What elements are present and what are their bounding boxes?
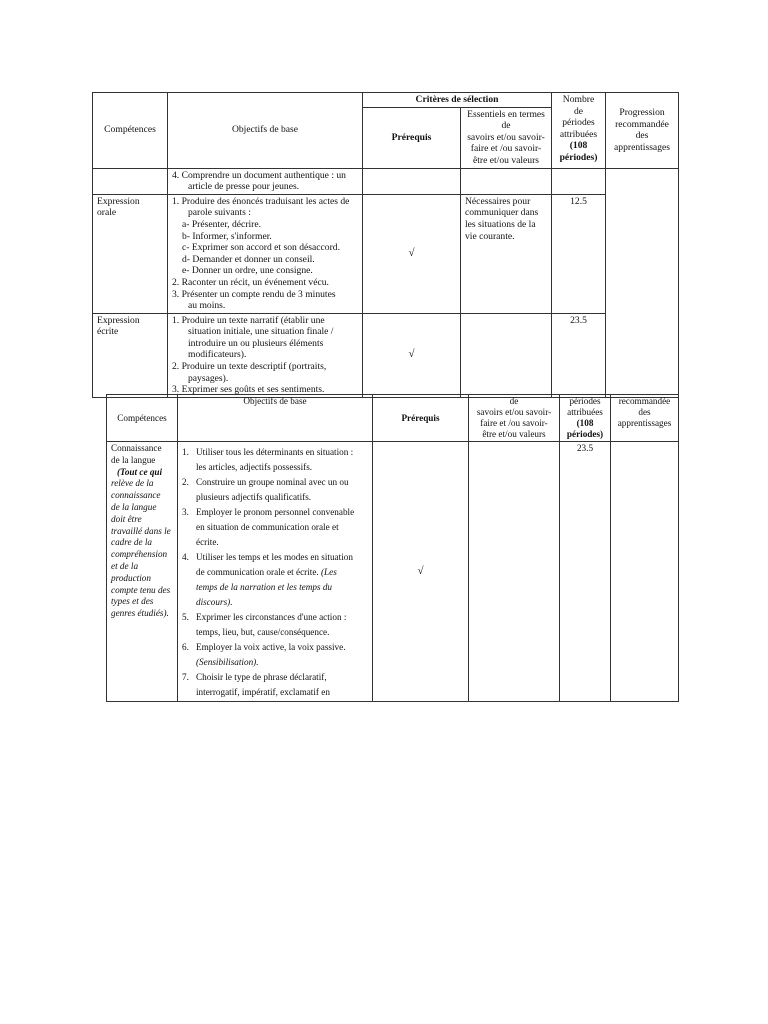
langue-item-5-l2: temps, lieu, but, cause/conséquence. [196,627,330,637]
curriculum-table-1 [92,92,679,398]
oral-essentiels [461,194,552,313]
langue-item-5 [182,610,368,640]
progression-l1: Progression [619,107,665,119]
t2-ess-l2: savoirs et/ou savoir- [476,407,552,417]
oral-l7: e- Donner un ordre, une consigne. [182,265,313,277]
nombre-l5: (108 [569,140,588,152]
langue-item-2-l2: plusieurs adjectifs qualificatifs. [196,492,312,502]
t2-header-row [107,395,679,442]
langue-item-7-l2: interrogatif, impératif, exclamatif en [196,687,330,697]
header-row-1 [93,93,679,108]
ecrite-l6: paysages). [188,372,229,384]
nombre-l4: attribuées [559,128,598,140]
header-criteres: Critères de sélection [363,93,552,108]
langue-item-7 [182,670,368,700]
oral-ess-l4: vie courante. [465,230,515,242]
langue-comp-i12: types et des [111,596,154,607]
oral-l6: d- Demander et donner un conseil. [182,253,315,265]
header-nombre [552,93,606,169]
oral-l10: au moins. [188,300,226,312]
langue-item-3-l1: Employer le pronom personnel convenable [196,507,355,517]
langue-comp-i1: (Tout ce qui [117,466,163,477]
langue-comp-i7: cadre de la [111,537,152,548]
ecrite-l7: 3. Exprimer ses goûts et ses sentiments. [172,384,325,396]
t2-nombre-l4: périodes) [566,429,604,439]
langue-item-6-i1: (Sensibilisation). [196,657,259,667]
ecrite-competence [93,313,168,397]
header-essentiels [461,107,552,168]
nombre-l3: périodes [562,117,595,129]
langue-item-5-num: 5. [182,612,189,622]
langue-item-3 [182,505,368,550]
t2-header-objectifs: Objectifs de base [178,395,373,442]
scan-fragment-1 [92,92,682,396]
langue-comp-l1: Connaissance [111,443,162,453]
comprendre-competence [93,168,168,194]
oral-l8: 2. Raconter un récit, un événement vécu. [172,276,329,288]
oral-competence [93,194,168,313]
langue-item-4-i2: temps de la narration et les temps du [196,582,333,592]
row-expression-ecrite [93,313,679,397]
oral-l2: parole suivants : [188,207,251,219]
langue-item-4-i3: discours). [196,597,233,607]
oral-competence-l1: Expression [97,195,140,207]
langue-comp-i6: travaillé dans le [111,525,171,536]
langue-item-1-l2: les articles, adjectifs possessifs. [196,462,313,472]
t2-ess-l3: faire et /ou savoir- [480,418,548,428]
langue-item-4-num: 4. [182,552,189,562]
ecrite-competence-l2: écrite [97,326,119,338]
langue-item-4-l2: de communication orale et écrite. [196,567,319,577]
langue-item-6-l1: Employer la voix active, la voix passive. [196,642,346,652]
essentiels-l4: faire et /ou savoir- [470,143,542,155]
oral-l1: 1. Produire des énoncés traduisant les actes de [172,195,350,207]
progression-l3: des [635,130,649,142]
oral-periodes: 12.5 [552,194,606,313]
langue-item-2-l1: Construire un groupe nominal avec un ou [196,477,349,487]
essentiels-l2: de [501,120,511,132]
t2-nombre-l1: périodes [569,396,601,406]
ecrite-l4: modificateurs). [188,349,247,361]
langue-item-3-num: 3. [182,507,189,517]
header-objectifs: Objectifs de base [168,93,363,169]
oral-l5: c- Exprimer son accord et son désaccord. [182,242,340,254]
row-comprendre [93,168,679,194]
progression-l4: apprentissages [614,141,670,153]
comprendre-l1: 4. Comprendre un document authentique : un [172,169,346,181]
progression-cell [606,168,679,397]
langue-comp-i10: production [111,572,151,583]
comprendre-objectifs [168,168,363,194]
langue-item-1-num: 1. [182,447,189,457]
t2-ess-l4: être et/ou valeurs [482,429,546,439]
t2-header-prerequis: Prérequis [373,395,469,442]
t2-progression-l3: apprentissages [617,418,672,428]
t2-header-essentiels [469,395,560,442]
t2-progression-l1: recommandée [618,396,671,406]
t2-progression-l2: des [638,407,651,417]
header-prerequis: Prérequis [363,107,461,168]
essentiels-l5: être et/ou valeurs [472,154,540,166]
langue-prerequis-check: √ [373,442,469,702]
oral-ess-l3: les situations de la [465,218,536,230]
ecrite-prerequis-check: √ [363,313,461,397]
langue-competence [107,442,178,702]
nombre-l6: périodes) [559,151,598,163]
curriculum-table-2 [106,394,679,702]
langue-item-4-l1: Utiliser les temps et les modes en situation [196,552,353,562]
langue-periodes: 23.5 [560,442,611,702]
langue-item-7-num: 7. [182,672,189,682]
oral-prerequis-check: √ [363,194,461,313]
progression-l2: recommandée [615,118,669,130]
langue-comp-i13: genres étudiés). [111,608,169,619]
row-expression-orale [93,194,679,313]
t2-nombre-l2: attribuées [567,407,603,417]
oral-l4: b- Informer, s'informer. [182,230,272,242]
ecrite-l3: introduire un ou plusieurs éléments [188,337,324,349]
langue-comp-i2: relève de la [111,478,154,489]
langue-item-2 [182,475,368,505]
langue-item-6 [182,640,368,670]
langue-item-1-l1: Utiliser tous les déterminants en situation : [196,447,354,457]
oral-ess-l2: communiquer dans [465,207,539,219]
ecrite-competence-l1: Expression [97,314,140,326]
essentiels-l3: savoirs et/ou savoir- [467,131,545,143]
t2-header-competences: Compétences [107,395,178,442]
langue-item-5-l1: Exprimer les circonstances d'une action : [196,612,347,622]
langue-item-4 [182,550,368,610]
langue-comp-i9: et de la [111,560,139,571]
langue-comp-i8: compréhension [111,549,168,560]
langue-comp-i5: doit être [111,513,142,524]
langue-comp-i11: compte tenu des [111,584,171,595]
ecrite-l2: situation initiale, une situation finale / [188,326,334,338]
langue-objectifs [178,442,373,702]
scan-fragment-2 [106,394,682,698]
ecrite-periodes: 23.5 [552,313,606,397]
header-progression [606,93,679,169]
langue-comp-i3: connaissance [111,490,161,501]
langue-item-3-l3: écrite. [196,537,219,547]
t2-nombre-l3: (108 [576,418,594,428]
oral-objectifs [168,194,363,313]
t2-header-progression [611,395,679,442]
t2-ess-l1: de [509,396,519,406]
langue-item-6-num: 6. [182,642,189,652]
ecrite-l5: 2. Produire un texte descriptif (portraits, [172,361,327,373]
t2-header-nombre [560,395,611,442]
essentiels-l1: Essentiels en termes [467,108,545,120]
ecrite-objectifs [168,313,363,397]
t2-row-langue [107,442,679,702]
oral-l3: a- Présenter, décrire. [182,218,261,230]
langue-item-7-l1: Choisir le type de phrase déclaratif, [196,672,327,682]
langue-comp-i4: de la langue [111,501,157,512]
oral-competence-l2: orale [97,207,117,219]
oral-ess-l1: Nécessaires pour [465,195,531,207]
langue-item-3-l2: en situation de communication orale et [196,522,339,532]
langue-item-4-i1: (Les [321,567,337,577]
nombre-l1: Nombre [562,94,595,105]
header-competences: Compétences [93,93,168,169]
comprendre-l2: article de presse pour jeunes. [188,181,300,193]
ecrite-l1: 1. Produire un texte narratif (établir une [172,314,325,326]
langue-item-1 [182,445,368,475]
langue-comp-l2: de la langue [111,454,156,465]
langue-item-2-num: 2. [182,477,189,487]
nombre-l2: de [573,105,584,117]
oral-l9: 3. Présenter un compte rendu de 3 minutes [172,288,336,300]
